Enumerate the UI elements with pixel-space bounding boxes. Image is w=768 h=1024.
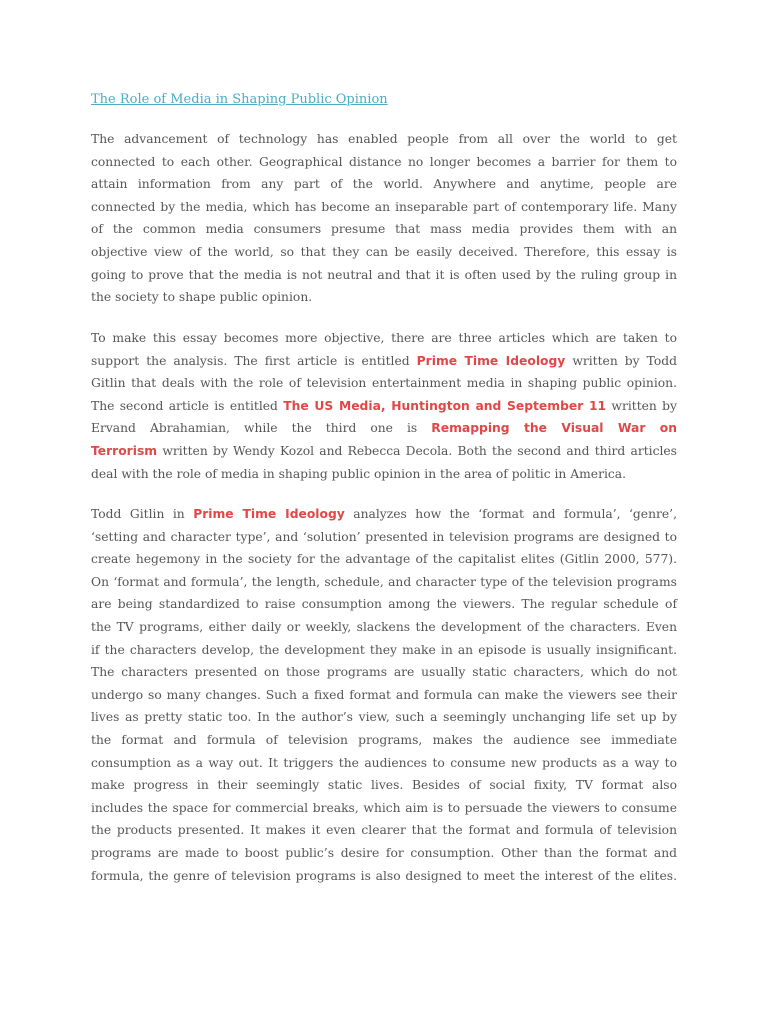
paragraph-line: ‘setting and character type’, and ‘solution’ presented in television programs are designed to [91,529,677,544]
paragraph-line: formula, the genre of television programs is also designed to meet the interest of the elites. [91,868,677,883]
paragraph-line: Gitlin that deals with the role of television entertainment media in shaping public opinion. [91,376,677,391]
text-segment: written by Wendy Kozol and Rebecca Decola. Both the second and third articles [157,443,677,458]
paragraph-line [91,417,677,440]
paragraph-line [91,503,677,526]
paragraph-line: are being standardized to raise consumption among the viewers. The regular schedule of [91,597,677,612]
document-title: The Role of Media in Shaping Public Opinion [91,92,388,107]
article-title-highlight: Prime Time Ideology [416,353,566,368]
paragraph-line: programs are made to boost public’s desire for consumption. Other than the format and [91,845,677,860]
paragraph-line: the products presented. It makes it even clearer that the format and formula of television [91,823,677,838]
text-segment: Ervand Abrahamian, while the third one is [91,421,432,436]
text-segment: Todd Gitlin in [91,507,194,521]
text-segment: support the analysis. The first article is entitled [91,353,417,368]
paragraph-line [91,350,677,373]
article-title-highlight: Terrorism [91,443,158,458]
paragraph-line: deal with the role of media in shaping public opinion in the area of politic in America. [91,466,627,481]
paragraph-line: The advancement of technology has enabled people from all over the world to get [91,132,677,146]
paragraph-line: undergo so many changes. Such a fixed format and formula can make the viewers see their [91,687,677,702]
paragraph-line: the society to shape public opinion. [91,290,313,305]
paragraph-line [91,395,677,418]
article-title-highlight: Remapping the Visual War on [431,421,678,436]
paragraph-line: objective view of the world, so that they can be easily deceived. Therefore, this essay is [91,244,677,259]
paragraph-articles [91,327,677,485]
paragraph-introduction [91,128,677,309]
article-title-highlight: The US Media, Huntington and September 11 [283,398,607,413]
article-title-highlight: Prime Time Ideology [193,507,345,521]
paragraph-line: connected to each other. Geographical distance no longer becomes a barrier for them to [91,154,677,169]
paragraph-line: connected by the media, which has become an inseparable part of contemporary life. Many [91,199,677,214]
paragraph-line: attain information from any part of the world. Anywhere and anytime, people are [91,177,677,192]
paragraph-line: lives as pretty static too. In the author’s view, such a seemingly unchanging life set up by [91,710,677,725]
text-segment: written by [606,398,677,413]
paragraph-line [91,440,677,463]
paragraph-line: going to prove that the media is not neutral and that it is often used by the ruling group in [91,267,677,282]
paragraph-prime-time-ideology [91,503,677,887]
paragraph-line: consumption as a way out. It triggers the audiences to consume new products as a way to [91,755,677,770]
paragraph-line: To make this essay becomes more objective, there are three articles which are taken to [91,331,677,345]
text-segment: The second article is entitled [91,398,284,413]
paragraph-line: On ‘format and formula’, the length, schedule, and character type of the television programs [91,574,677,589]
text-segment: analyzes how the ‘format and formula’, ‘genre’, [344,507,677,521]
paragraph-line: if the characters develop, the development they make in an episode is usually insignificant. [91,642,677,657]
paragraph-line: make progress in their seemingly static lives. Besides of social fixity, TV format also [91,778,677,793]
paragraph-line: of the common media consumers presume that mass media provides them with an [91,222,677,237]
paragraph-line: the format and formula of television programs, makes the audience see immediate [91,732,677,747]
text-segment: written by Todd [565,353,677,368]
paragraph-line: the TV programs, either daily or weekly, slackens the development of the characters. Even [91,619,677,634]
paragraph-line: create hegemony in the society for the advantage of the capitalist elites (Gitlin 2000, 577). [91,552,677,567]
paragraph-line: includes the space for commercial breaks, which aim is to persuade the viewers to consume [91,800,677,815]
paragraph-line: The characters presented on those programs are usually static characters, which do not [91,665,677,680]
